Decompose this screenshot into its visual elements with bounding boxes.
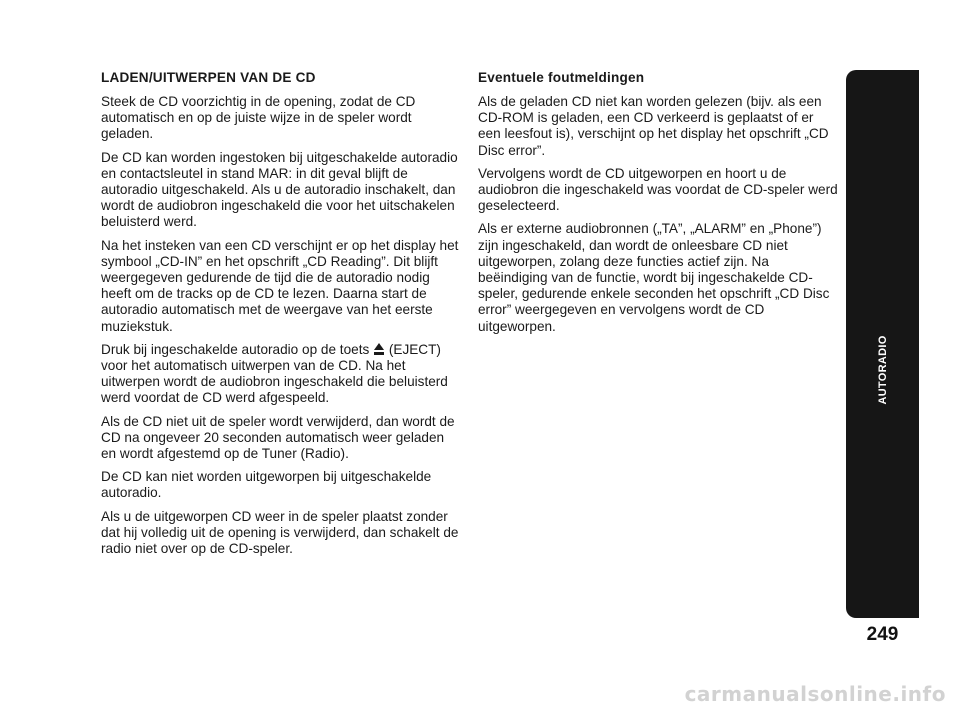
paragraph: De CD kan worden ingestoken bij uitgeschakelde autoradio en contactsleutel in stand MAR: in dit geval blijft de autoradio uitgeschakeld. Als u de autoradio inschakelt, dan wordt de audiobron ingeschakeld die voor het uitschakelen beluisterd werd.	[101, 149, 458, 230]
watermark: carmanualsonline.info	[684, 682, 946, 706]
paragraph-eject	[101, 342, 461, 407]
section-heading-error-messages: Eventuele foutmeldingen	[478, 70, 645, 85]
paragraph: De CD kan niet worden uitgeworpen bij uitgeschakelde autoradio.	[101, 469, 432, 501]
paragraph: Als de geladen CD niet kan worden gelezen (bijv. als een CD-ROM is geladen, een CD verkeerd is geplaatst of er een leesfout is), verschijnt op het display het opschrift „CD Disc error”.	[478, 94, 829, 158]
page-number: 249	[866, 624, 899, 645]
chapter-label: AUTORADIO	[876, 335, 889, 405]
paragraph: Steek de CD voorzichtig in de opening, zodat de CD automatisch en op de juiste wijze in de speler wordt geladen.	[101, 94, 416, 142]
paragraph: Na het insteken van een CD verschijnt er op het display het symbool „CD-IN” en het opschrift „CD Reading”. Dit blijft weergegeven gedurende de tijd die de autoradio nodig heeft om de tracks op de CD te lezen. Daarna start de autoradio automatisch met de weergave van het eerste muziekstuk.	[101, 237, 459, 334]
left-column	[101, 70, 461, 564]
eject-icon	[374, 343, 384, 355]
paragraph: Als er externe audiobronnen („TA”, „ALARM” en „Phone”) zijn ingeschakeld, dan wordt de onleesbare CD niet uitgeworpen, zolang deze functies actief zijn. Na beëindiging van de functie, wordt bij ingeschakelde CD-speler, gedurende enkele seconden het opschrift „CD Disc error” weergegeven en vervolgens wordt de CD uitgeworpen.	[478, 221, 830, 334]
paragraph-text: Druk bij ingeschakelde autoradio op de toets	[101, 341, 370, 357]
chapter-side-tab	[846, 70, 919, 618]
paragraph: Als de CD niet uit de speler wordt verwijderd, dan wordt de CD na ongeveer 20 seconden automatisch weer geladen en wordt afgestemd op de Tuner (Radio).	[101, 413, 455, 462]
paragraph: Als u de uitgeworpen CD weer in de speler plaatst zonder dat hij volledig uit de opening is verwijderd, dan schakelt de radio niet over op de CD-speler.	[101, 508, 459, 557]
paragraph-text: (EJECT) voor het automatisch uitwerpen van de CD. Na het uitwerpen wordt de audiobron ingeschakeld die beluisterd werd voordat de CD werd afgespeeld.	[101, 341, 448, 406]
right-column	[478, 70, 838, 342]
section-heading-cd-load-eject: LADEN/UITWERPEN VAN DE CD	[101, 70, 316, 85]
paragraph: Vervolgens wordt de CD uitgeworpen en hoort u de audiobron die ingeschakeld was voordat de CD-speler werd geselecteerd.	[478, 165, 838, 214]
